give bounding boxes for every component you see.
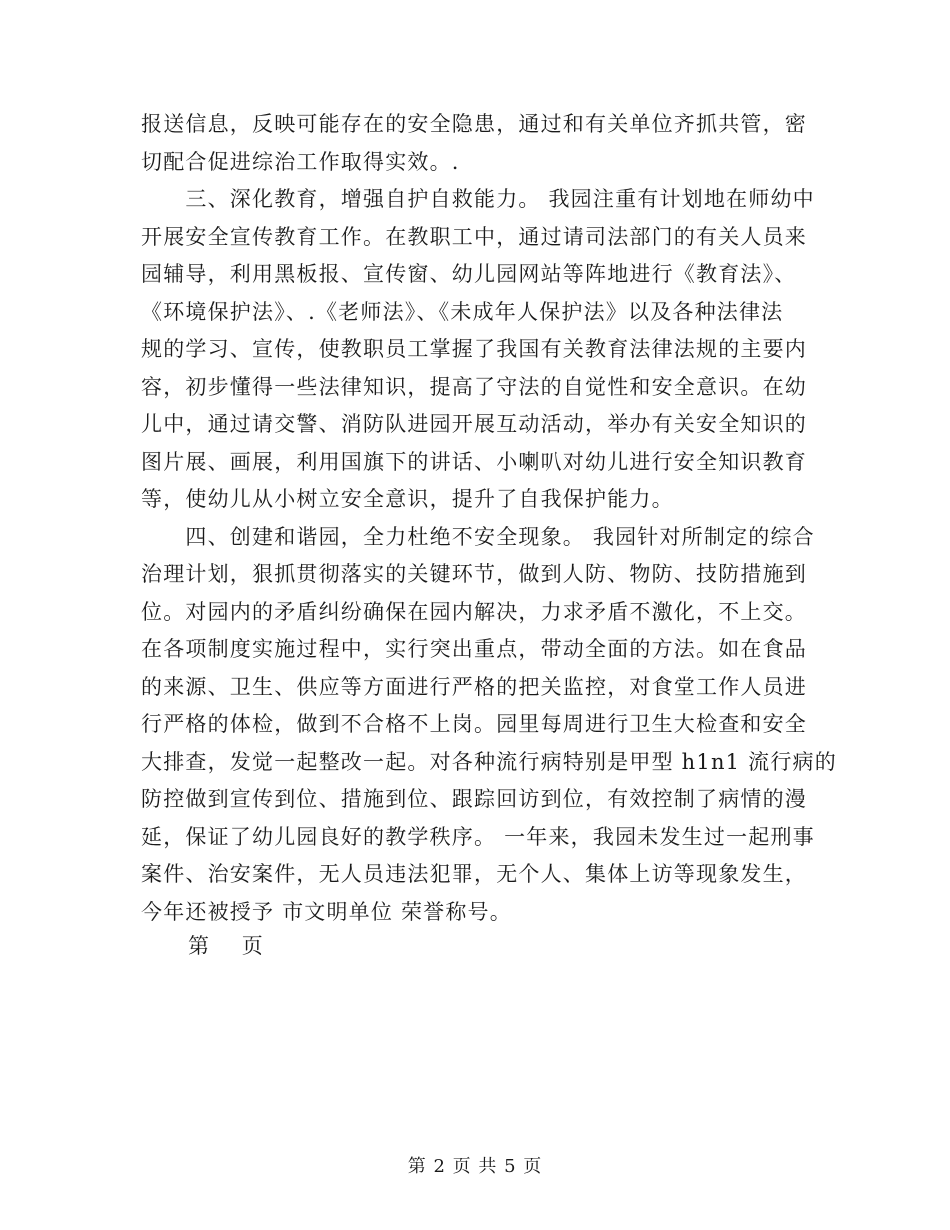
text-line: 治理计划，狠抓贯彻落实的关键环节，做到人防、物防、技防措施到	[141, 562, 807, 586]
page-mark-placeholder: 第 页	[188, 934, 264, 958]
text-line: 今年还被授予 市文明单位 荣誉称号。	[141, 899, 512, 924]
text-line: 四、创建和谐园，全力杜绝不安全现象。 我园针对所制定的综合	[141, 524, 815, 549]
text-line: 儿中，通过请交警、消防队进园开展互动活动，举办有关安全知识的	[141, 412, 807, 436]
document-body	[141, 106, 837, 931]
text-line: 行严格的体检，做到不合格不上岗。园里每周进行卫生大检查和安全	[141, 712, 807, 736]
text-line: 报送信息，反映可能存在的安全隐患，通过和有关单位齐抓共管，密	[141, 112, 807, 136]
text-line: 《环境保护法》、.《老师法》、《未成年人保护法》以及各种法律法	[141, 299, 784, 324]
page-footer: 第 2 页 共 5 页	[407, 1156, 543, 1177]
text-line: 延，保证了幼儿园良好的教学秩序。 一年来，我园未发生过一起刑事	[141, 824, 815, 849]
text-line: 图片展、画展，利用国旗下的讲话、小喇叭对幼儿进行安全知识教育	[141, 449, 807, 474]
text-line: 在各项制度实施过程中，实行突出重点，带动全面的方法。如在食品	[141, 637, 807, 661]
text-line: 规的学习、宣传，使教职员工掌握了我国有关教育法律法规的主要内	[141, 337, 807, 361]
text-line: 园辅导，利用黑板报、宣传窗、幼儿园网站等阵地进行《教育法》、	[141, 262, 797, 286]
text-line: 防控做到宣传到位、措施到位、跟踪回访到位，有效控制了病情的漫	[141, 787, 807, 811]
text-line: 三、深化教育，增强自护自救能力。 我园注重有计划地在师幼中	[141, 187, 815, 211]
text-line: 位。对园内的矛盾纠纷确保在园内解决，力求矛盾不激化，不上交。	[141, 599, 807, 624]
text-line: 等，使幼儿从小树立安全意识，提升了自我保护能力。	[141, 487, 674, 511]
text-line: 切配合促进综治工作取得实效。.	[141, 149, 460, 174]
text-line: 大排查，发觉一起整改一起。对各种流行病特别是甲型 h1n1 流行病的	[141, 749, 837, 774]
text-line: 容，初步懂得一些法律知识，提高了守法的自觉性和安全意识。在幼	[141, 374, 807, 399]
text-line: 的来源、卫生、供应等方面进行严格的把关监控，对食堂工作人员进	[141, 674, 807, 699]
text-line: 案件、治安案件，无人员违法犯罪，无个人、集体上访等现象发生，	[141, 862, 807, 886]
text-line: 开展安全宣传教育工作。在教职工中，通过请司法部门的有关人员来	[141, 224, 807, 249]
